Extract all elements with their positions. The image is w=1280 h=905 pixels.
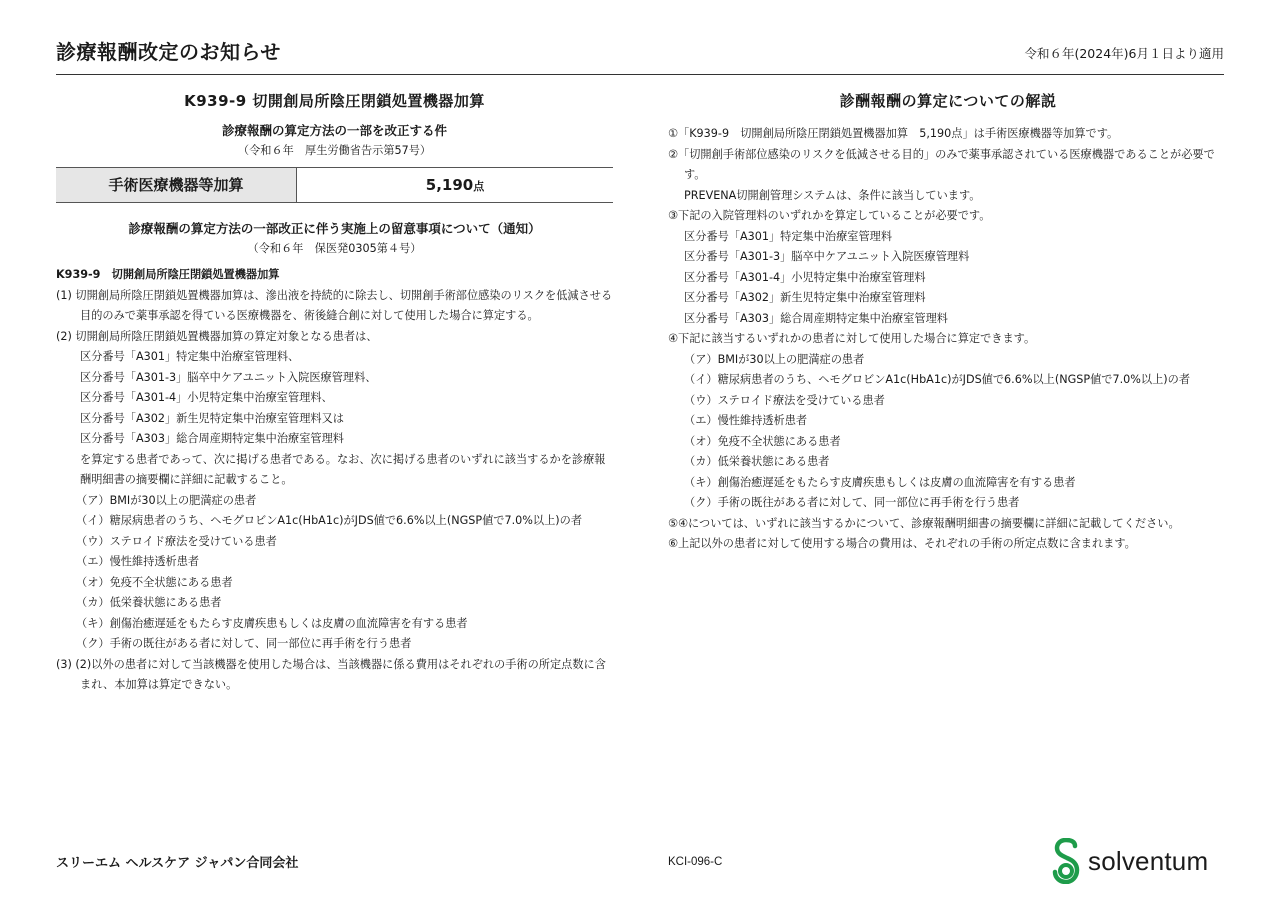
company-name: スリーエム ヘルスケア ジャパン合同会社 xyxy=(56,856,299,871)
explanation-5: ⑤④については、いずれに該当するかについて、診療報酬明細書の摘要欄に詳細に記載してください。 xyxy=(668,516,1180,530)
patient-list-item: （エ）慢性維持透析患者 xyxy=(684,414,808,427)
explanation-4: ④下記に該当するいずれかの患者に対して使用した場合に算定できます。 xyxy=(668,332,1036,345)
patient-list-item: （カ）低栄養状態にある患者 xyxy=(684,455,830,468)
right-column xyxy=(668,88,1228,555)
patient-list-item: （ウ）ステロイド療法を受けている患者 xyxy=(684,393,885,407)
notice-title: 診療報酬の算定方法の一部改正に伴う実施上の留意事項について（通知） xyxy=(128,221,541,236)
patient-list-item: （ア）BMIが30以上の肥満症の患者 xyxy=(76,493,257,507)
code-list-item: 区分番号「A301」特定集中治療室管理料、 xyxy=(80,350,300,363)
explanation-3: ③下記の入院管理料のいずれかを算定していることが必要です。 xyxy=(668,209,991,222)
fee-value-cell xyxy=(297,168,613,202)
revision-title: 診療報酬の算定方法の一部を改正する件 xyxy=(221,123,447,138)
patient-list-item: （キ）創傷治癒遅延をもたらす皮膚疾患もしくは皮膚の血流障害を有する患者 xyxy=(76,616,468,630)
code-list-item: 区分番号「A303」総合周産期特定集中治療室管理料 xyxy=(80,432,344,445)
left-column xyxy=(56,88,613,696)
code-list-item: 区分番号「A301-4」小児特定集中治療室管理料、 xyxy=(80,391,333,404)
code-list-item: 区分番号「A301-3」脳卒中ケアユニット入院医療管理料 xyxy=(684,250,970,263)
fee-value: 5,190 xyxy=(425,176,474,194)
code-list-item: 区分番号「A303」総合周産期特定集中治療室管理料 xyxy=(684,311,948,325)
document-title: 診療報酬改定のお知らせ xyxy=(56,40,281,64)
patient-list-item: （イ）糖尿病患者のうち、ヘモグロビンA1c(HbA1c)がJDS値で6.6%以上(NGSP値で7.0%以上)の者 xyxy=(76,514,583,527)
explanation-2: ②「切開創手術部位感染のリスクを低減させる目的」のみで薬事承認されている医療機器であることが必要です。 xyxy=(668,147,1215,181)
patient-list-item: （カ）低栄養状態にある患者 xyxy=(76,596,222,609)
page-header xyxy=(56,34,1224,75)
patient-list-item: （キ）創傷治癒遅延をもたらす皮膚疾患もしくは皮膚の血流障害を有する患者 xyxy=(684,475,1076,489)
patient-list-item: （エ）慢性維持透析患者 xyxy=(76,555,200,568)
solventum-s-icon xyxy=(1050,838,1084,884)
patient-list-item: （ク）手術の既往がある者に対して、同一部位に再手術を行う患者 xyxy=(684,496,1020,509)
document-code: KCI-096-C xyxy=(668,856,723,868)
effective-date: 令和６年(2024年)6月１日より適用 xyxy=(1024,46,1224,61)
patient-list-item: （ア）BMIが30以上の肥満症の患者 xyxy=(684,352,865,366)
explanation-1: ①「K939-9 切開創局所陰圧閉鎖処置機器加算 5,190点」は手術医療機器等加算です。 xyxy=(668,127,1119,140)
right-section-title: 診酬報酬の算定についての解説 xyxy=(839,92,1057,110)
explanation-2-note: PREVENA切開創管理システムは、条件に該当しています。 xyxy=(684,188,981,202)
logo-text: solventum xyxy=(1088,845,1209,876)
patient-list-item: （オ）免疫不全状態にある患者 xyxy=(76,575,233,589)
code-list-item: 区分番号「A301-4」小児特定集中治療室管理料 xyxy=(684,270,926,284)
explanation-6: ⑥上記以外の患者に対して使用する場合の費用は、それぞれの手術の所定点数に含まれます。 xyxy=(668,537,1136,550)
notice-note: （令和６年 保医発0305第４号） xyxy=(247,242,422,255)
item-2: (2) 切開創局所陰圧閉鎖処置機器加算の算定対象となる患者は、 xyxy=(56,329,378,343)
patient-list-item: （イ）糖尿病患者のうち、ヘモグロビンA1c(HbA1c)がJDS値で6.6%以上(NGSP値で7.0%以上)の者 xyxy=(684,373,1191,386)
left-section-title: K939-9 切開創局所陰圧閉鎖処置機器加算 xyxy=(184,92,485,110)
item-3: (3) (2)以外の患者に対して当該機器を使用した場合は、当該機器に係る費用はそれぞれの手術の所定点数に含まれ、本加算は算定できない。 xyxy=(56,657,606,691)
fee-table xyxy=(56,167,613,203)
patient-list-item: （ウ）ステロイド療法を受けている患者 xyxy=(76,534,277,548)
code-list-item: 区分番号「A302」新生児特定集中治療室管理料 xyxy=(684,291,926,304)
patient-list-item: （ク）手術の既往がある者に対して、同一部位に再手術を行う患者 xyxy=(76,637,412,650)
patient-list-item: （オ）免疫不全状態にある患者 xyxy=(684,434,841,448)
revision-note: （令和６年 厚生労働省告示第57号） xyxy=(237,144,432,157)
code-list-item: 区分番号「A301-3」脳卒中ケアユニット入院医療管理料、 xyxy=(80,370,377,384)
item-2-continuation: を算定する患者であって、次に掲げる患者である。なお、次に掲げる患者のいずれに該当するかを診療報酬明細書の摘要欄に詳細に記載すること。 xyxy=(80,452,606,486)
solventum-logo xyxy=(1050,838,1208,884)
code-heading: K939-9 切開創局所陰圧閉鎖処置機器加算 xyxy=(56,268,280,281)
item-1: (1) 切開創局所陰圧閉鎖処置機器加算は、滲出液を持続的に除去し、切開創手術部位感染のリスクを低減させる目的のみで薬事承認を得ている医療機器を、術後縫合創に対して使用した場合に算定する。 xyxy=(56,288,613,322)
code-list-item: 区分番号「A301」特定集中治療室管理料 xyxy=(684,229,893,243)
fee-unit: 点 xyxy=(473,180,485,193)
fee-name-cell: 手術医療機器等加算 xyxy=(56,168,297,202)
code-list-item: 区分番号「A302」新生児特定集中治療室管理料又は xyxy=(80,411,344,425)
